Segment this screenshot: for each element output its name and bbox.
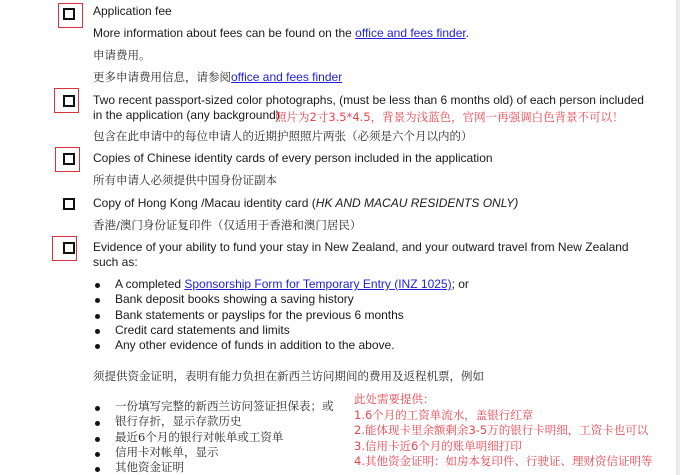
- label-prefix: Copy of Hong Kong /Macau identity card (: [93, 196, 316, 210]
- bullet: [95, 344, 100, 349]
- office-fees-finder-link-zh[interactable]: office and fees finder: [231, 70, 343, 84]
- zh-bullet-item: 银行存折，显示存款历史: [115, 414, 242, 428]
- bullet: [95, 329, 100, 334]
- bullet-item: Credit card statements and limits: [115, 323, 290, 337]
- fee-info-suffix: .: [465, 26, 470, 40]
- item-label: Copies of Chinese identity cards of every person included in the application: [93, 151, 493, 165]
- sponsorship-form-link[interactable]: Sponsorship Form for Temporary Entry (INZ 1025): [184, 277, 452, 291]
- label-italic: HK AND MACAU RESIDENTS ONLY): [315, 196, 519, 210]
- bullet-item: Bank deposit books showing a saving history: [115, 292, 354, 306]
- annotation-line: 1.6个月的工资单流水，盖银行红章: [354, 407, 534, 422]
- bullet: [95, 437, 100, 442]
- bullet: [95, 467, 100, 472]
- bullet: [95, 452, 100, 457]
- bullet-item: Bank statements or payslips for the previous 6 months: [115, 308, 404, 322]
- zh-bullet-item: 信用卡对帐单，显示: [115, 445, 219, 459]
- bullet: [95, 283, 100, 288]
- checkbox-evidence-of-funds[interactable]: [63, 242, 75, 254]
- bullet: [95, 314, 100, 319]
- item-label-line2: such as:: [93, 255, 138, 269]
- zh-fee-prefix: 更多申请费用信息，请参阅: [93, 70, 231, 84]
- item-label-line1: Evidence of your ability to fund your stay in New Zealand, and your outward travel from New Zealand: [93, 240, 629, 254]
- annotation-line: 2.能体现卡里余额剩余3-5万的银行卡明细，工资卡也可以: [354, 423, 649, 437]
- fee-info-prefix: More information about fees can be found on the: [93, 26, 356, 40]
- checkbox-photographs[interactable]: [63, 95, 75, 107]
- checkbox-chinese-id[interactable]: [63, 153, 75, 165]
- photo-annotation: 照片为2寸3.5*4.5，背景为浅蓝色，官网一再强调白色背景不可以！: [275, 110, 624, 124]
- fee-info-text: [93, 26, 469, 41]
- zh-text: 所有申请人必须提供中国身份证副本: [93, 173, 277, 187]
- zh-bullet-item: 一份填写完整的新西兰访问签证担保表；或: [115, 399, 334, 413]
- checkbox-hk-macau-id[interactable]: [63, 198, 75, 210]
- item-label: [93, 196, 518, 211]
- bullet-item: Any other evidence of funds in addition to the above.: [115, 338, 395, 352]
- annotation-line: 此处需要提供：: [354, 392, 435, 406]
- zh-text: 申请费用。: [93, 48, 151, 62]
- office-fees-finder-link[interactable]: office and fees finder: [355, 26, 466, 40]
- bullet-prefix: A completed: [115, 277, 185, 291]
- item-label-line2: in the application (any background): [93, 108, 280, 122]
- zh-bullet-item: 其他资金证明: [115, 460, 184, 474]
- annotation-line: 4.其他资金证明：如房本复印件、行驶证、理财资信证明等: [354, 454, 653, 468]
- item-label: Application fee: [93, 4, 172, 18]
- zh-bullet-item: 最近6个月的银行对帐单或工资单: [115, 430, 284, 444]
- bullet: [95, 421, 100, 426]
- page-edge: [676, 0, 680, 475]
- zh-text: 香港/澳门身份证复印件（仅适用于香港和澳门居民）: [93, 218, 362, 232]
- zh-fee-info: [93, 70, 342, 85]
- zh-text: 须提供资金证明，表明有能力负担在新西兰访问期间的费用及返程机票，例如: [93, 369, 484, 383]
- annotation-line: 3.信用卡近6个月的账单明细打印: [354, 438, 522, 453]
- checkbox-application-fee[interactable]: [63, 8, 75, 20]
- funds-annotation: [354, 392, 652, 470]
- bullet-suffix: ; or: [451, 277, 469, 291]
- zh-text: 包含在此申请中的每位申请人的近期护照照片两张（必须是六个月以内的）: [93, 129, 473, 143]
- bullet: [95, 406, 100, 411]
- bullet-item: [115, 277, 469, 292]
- bullet: [95, 298, 100, 303]
- item-label-line1: Two recent passport-sized color photographs, (must be less than 6 months old) of each person included: [93, 93, 644, 107]
